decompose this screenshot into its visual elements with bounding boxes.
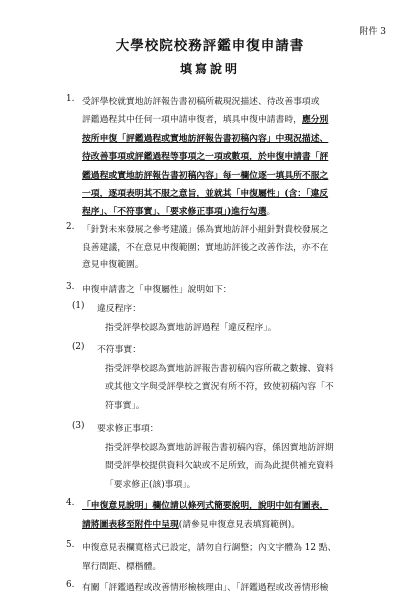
item-number: (2) [72, 342, 85, 352]
emphasized-text: 鑑過程或實地訪評報告書初稿內容」每一欄位逐一填具所不服之 [82, 170, 329, 181]
emphasized-text: 程序」、「不符事實」、「要求修正事項」)進行勾選 [82, 207, 267, 218]
item-text-line [82, 222, 328, 235]
item-text-line [105, 361, 334, 374]
item-text-line [82, 204, 275, 217]
item-number: (3) [72, 421, 85, 431]
emphasized-text: 「申復意見說明」欄位請以條列式簡要說明，說明中如有圖表， [82, 501, 329, 511]
body-text: 間受評學校提供資料欠缺或不足所致，而為此提供補充資料 [105, 461, 334, 472]
item-text-line [105, 320, 277, 333]
body-text: 申復申請書之「申復屬性」說明如下： [82, 285, 232, 295]
item-text-line [82, 94, 320, 107]
item-number: 4. [66, 498, 75, 508]
item-text-line [97, 421, 159, 434]
item-text-line [82, 498, 328, 511]
body-text: 評鑑過程其中任何一項申請申復者，填具申復申請書時， [82, 115, 302, 126]
item-number: 1. [66, 94, 75, 104]
body-text: 受評學校就實地訪評報告書初稿所載現況描述、待改善事項或 [82, 97, 320, 107]
body-text: 意見申復範圍。 [82, 260, 144, 271]
item-text-line [82, 517, 300, 530]
item-number: 2. [66, 222, 75, 232]
document-title: 大學校院校務評鑑申復申請書 [115, 38, 305, 54]
body-text: 單行間距、標楷體。 [82, 561, 162, 572]
body-text: 良善建議，不在意見申復範圍；實地訪評後之改善作法，亦不在 [82, 242, 329, 253]
item-text-line [82, 580, 328, 593]
item-number: 5. [66, 540, 75, 550]
item-number: 6. [66, 580, 75, 590]
item-text-line [82, 559, 161, 572]
attachment-label: 附件 3 [359, 27, 386, 37]
item-text-line [82, 540, 336, 553]
body-text: 指受評學校認為實地訪評過程「違反程序」。 [105, 322, 277, 333]
item-text-line [82, 257, 144, 270]
emphasized-text: 按所申復「評鑑過程或實地訪評報告書初稿內容」中現況描述、 [82, 133, 329, 144]
body-text: 「針對未來發展之參考建議」係為實地訪評小組針對貴校發展之 [82, 225, 329, 235]
item-text-line [82, 282, 232, 295]
item-text-line [105, 379, 334, 392]
item-text-line [82, 168, 328, 181]
item-number: (1) [72, 301, 85, 311]
item-text-line [97, 301, 141, 314]
item-text-line [105, 440, 334, 453]
item-text-line [82, 131, 328, 144]
item-text-line [105, 477, 195, 490]
body-text: 指受評學校認為實地訪評報告書初稿內容所載之數據、資料 [105, 363, 334, 374]
emphasized-text: 一項，逐項表明其不服之意旨，並就其「申復屬性」(含：「違反 [82, 189, 329, 199]
emphasized-text: 應分別 [301, 115, 329, 126]
body-text: 有關「評鑑過程或改善情形檢核理由」、「評鑑過程或改善情形檢 [82, 583, 329, 593]
body-text: 不符事實： [97, 345, 141, 355]
emphasized-text: 請將圖表移至附件中呈現 [82, 519, 179, 530]
body-text: 要求修正事項： [97, 424, 159, 434]
body-text: 申復意見表欄寬格式已設定，請勿自行調整；內文字體為 12 點、 [82, 543, 337, 553]
section-subtitle: 填寫說明 [179, 62, 240, 76]
body-text: (請參見申復意見表填寫範例)。 [178, 519, 301, 530]
item-number: 3. [66, 282, 75, 292]
emphasized-text: 待改善事項或評鑑過程等事項之一項或數項，於申復申請書「評 [82, 152, 329, 163]
item-text-line [105, 398, 145, 411]
item-text-line [82, 149, 328, 162]
item-text-line [97, 342, 141, 355]
body-text: 違反程序： [97, 304, 141, 314]
body-text: 或其他文字與受評學校之實況有所不符，致使初稿內容「不 [105, 382, 334, 393]
body-text: 符事實」。 [105, 400, 145, 411]
item-text-line [82, 112, 328, 125]
item-text-line [82, 186, 328, 199]
body-text: 「要求修正(該)事項」。 [105, 479, 196, 490]
body-text: 。 [266, 207, 276, 218]
item-text-line [82, 240, 328, 253]
body-text: 指受評學校認為實地訪評報告書初稿內容，係因實地訪評期 [105, 442, 334, 453]
item-text-line [105, 458, 334, 471]
